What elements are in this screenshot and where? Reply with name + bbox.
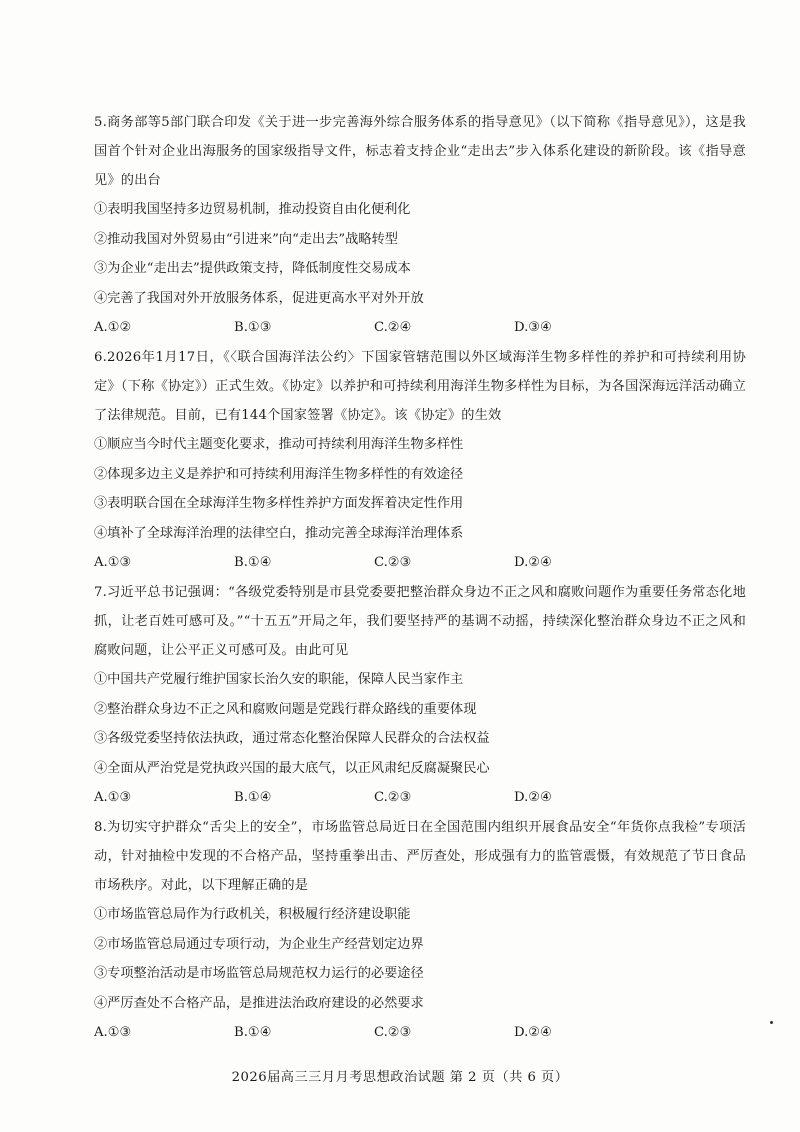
question-list: [94, 108, 746, 1048]
scan-speck: [770, 1021, 773, 1024]
question-7: [94, 578, 746, 813]
answer-b: B.①③: [234, 320, 272, 335]
option-3: ③专项整治活动是市场监管总局规范权力运行的必要途径: [94, 966, 424, 981]
answer-c: C.②③: [374, 1025, 412, 1040]
answer-b: B.①④: [234, 790, 272, 805]
option-4: ④填补了全球海洋治理的法律空白，推动完善全球海洋治理体系: [94, 525, 464, 541]
option-2: ②推动我国对外贸易由“引进来”向“走出去”战略转型: [94, 231, 398, 247]
answer-choices: [94, 1018, 746, 1048]
answer-d: D.②④: [514, 1025, 552, 1040]
answer-choices: [94, 548, 746, 578]
option-4: ④严厉查处不合格产品，是推进法治政府建设的必然要求: [94, 995, 424, 1011]
answer-c: C.②③: [374, 555, 412, 570]
option-2: ②市场监管总局通过专项行动，为企业生产经营划定边界: [94, 936, 424, 952]
answer-d: D.③④: [514, 320, 552, 335]
option-1: ①表明我国坚持多边贸易机制，推动投资自由化便利化: [94, 202, 411, 217]
answer-choices: [94, 783, 746, 813]
answer-d: D.②④: [514, 555, 552, 570]
answer-c: C.②④: [374, 320, 412, 335]
question-8: [94, 813, 746, 1048]
answer-a: A.①③: [94, 1025, 132, 1040]
answer-c: C.②③: [374, 790, 412, 805]
question-stem: 5.商务部等5部门联合印发《关于进一步完善海外综合服务体系的指导意见》（以下简称《指导意见》），这是我国首个针对企业出海服务的国家级指导文件，标志着支持企业“走出去”步入体系化建设的新阶段。该《指导意见》的出台: [94, 115, 746, 188]
option-3: ③为企业“走出去”提供政策支持，降低制度性交易成本: [94, 261, 411, 276]
answer-choices: [94, 313, 746, 343]
option-1: ①中国共产党履行维护国家长治久安的职能，保障人民当家作主: [94, 672, 464, 687]
page-footer: 2026届高三三月月考思想政治试题 第 2 页（共 6 页）: [231, 1070, 569, 1085]
option-4: ④完善了我国对外开放服务体系，促进更高水平对外开放: [94, 290, 424, 306]
answer-d: D.②④: [514, 790, 552, 805]
option-3: ③表明联合国在全球海洋生物多样性养护方面发挥着决定性作用: [94, 496, 464, 511]
answer-a: A.①③: [94, 555, 132, 570]
answer-b: B.①④: [234, 555, 272, 570]
option-2: ②整治群众身边不正之风和腐败问题是党践行群众路线的重要体现: [94, 701, 477, 717]
option-4: ④全面从严治党是党执政兴国的最大底气，以正风肃纪反腐凝聚民心: [94, 760, 490, 776]
option-2: ②体现多边主义是养护和可持续利用海洋生物多样性的有效途径: [94, 466, 464, 482]
answer-a: A.①②: [94, 320, 132, 335]
answer-a: A.①③: [94, 790, 132, 805]
question-stem: 8.为切实守护群众“舌尖上的安全”，市场监管总局近日在全国范围内组织开展食品安全“年货你点我检”专项活动，针对抽检中发现的不合格产品，坚持重拳出击、严厉查处，形成强有力的监管震慑，有效规范了节日食品市场秩序。对此，以下理解正确的是: [94, 820, 746, 893]
question-6: [94, 343, 746, 578]
question-stem: 6.2026年1月17日，《〈联合国海洋法公约〉下国家管辖范围以外区域海洋生物多样性的养护和可持续利用协定》（下称《协定》）正式生效。《协定》以养护和可持续利用海洋生物多样性为目标，为各国深海远洋活动确立了法律规范。目前，已有144个国家签署《协定》。该《协定》的生效: [94, 350, 746, 423]
question-5: [94, 108, 746, 343]
option-1: ①顺应当今时代主题变化要求，推动可持续利用海洋生物多样性: [94, 437, 464, 452]
option-1: ①市场监管总局作为行政机关，积极履行经济建设职能: [94, 907, 411, 922]
answer-b: B.①④: [234, 1025, 272, 1040]
option-3: ③各级党委坚持依法执政，通过常态化整治保障人民群众的合法权益: [94, 731, 490, 746]
question-stem: 7.习近平总书记强调：“各级党委特别是市县党委要把整治群众身边不正之风和腐败问题作为重要任务常态化地抓，让老百姓可感可及。”“十五五”开局之年，我们要坚持严的基调不动摇，持续深化整治群众身边不正之风和腐败问题，让公平正义可感可及。由此可见: [94, 585, 746, 658]
